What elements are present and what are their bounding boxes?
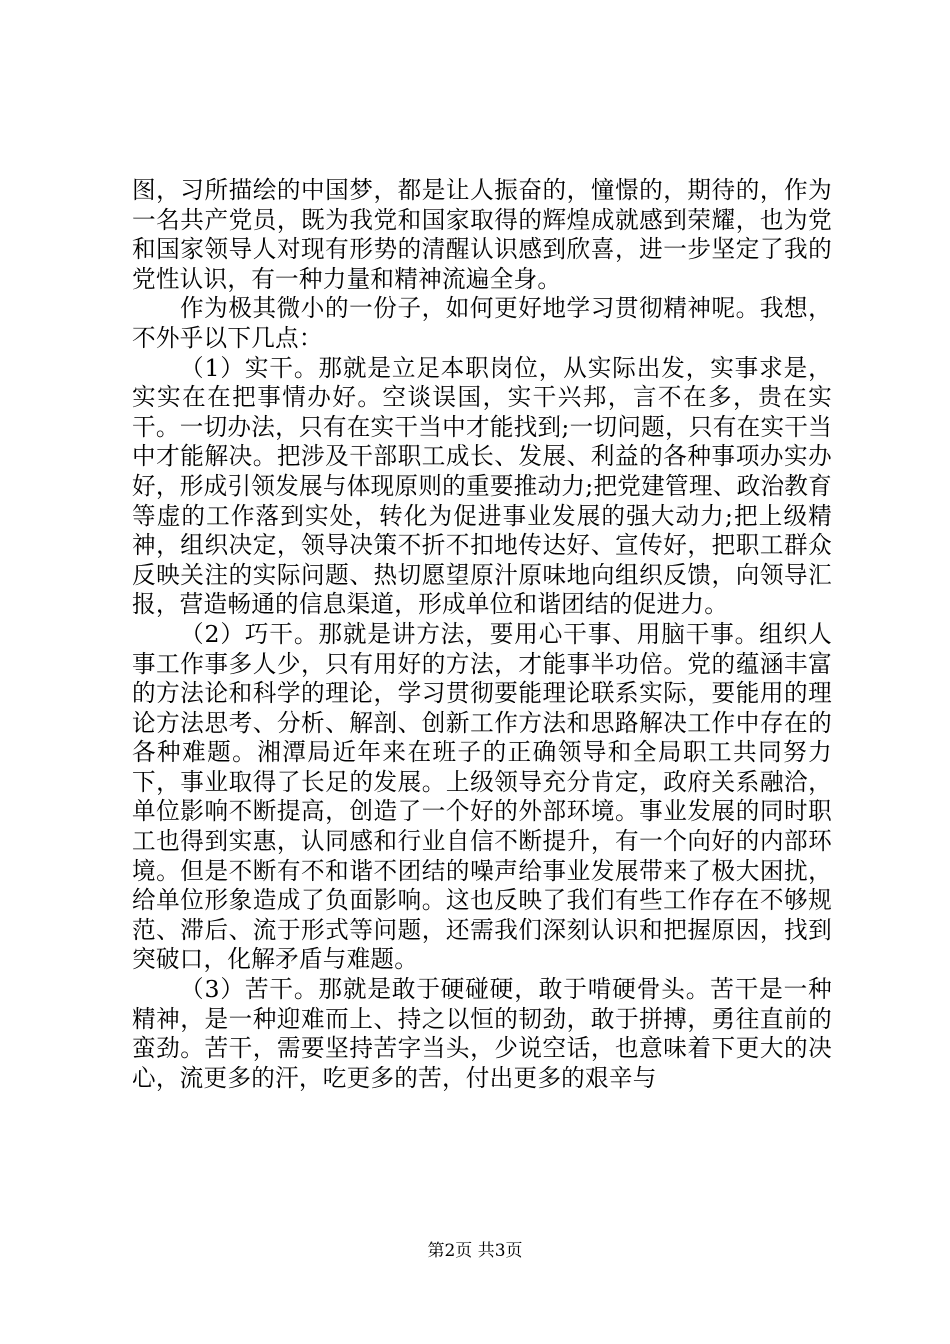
paragraph-continuation: 图，习所描绘的中国梦，都是让人振奋的，憧憬的，期待的，作为一名共产党员，既为我党和国家取得的辉煌成就感到荣耀，也为党和国家领导人对现有形势的清醒认识感到欣喜，进一步坚定了我的党性认识，有一种力量和精神流遍全身。 — [132, 176, 832, 293]
document-body — [132, 176, 832, 1093]
paragraph-point-1: （1）实干。那就是立足本职岗位，从实际出发，实事求是，实实在在把事情办好。空谈误国，实干兴邦，言不在多，贵在实干。一切办法，只有在实干当中才能找到;一切问题，只有在实干当中才能解决。把涉及干部职工成长、发展、利益的各种事项办实办好，形成引领发展与体现原则的重要推动力;把党建管理、政治教育等虚的工作落到实处，转化为促进事业发展的强大动力;把上级精神，组织决定，领导决策不折不扣地传达好、宣传好，把职工群众反映关注的实际问题、热切愿望原汁原味地向组织反馈，向领导汇报，营造畅通的信息渠道，形成单位和谐团结的促进力。 — [132, 353, 832, 619]
paragraph-point-2: （2）巧干。那就是讲方法，要用心干事、用脑干事。组织人事工作事多人少，只有用好的方法，才能事半功倍。党的蕴涵丰富的方法论和科学的理论，学习贯彻要能理论联系实际，要能用的理论方法思考、分析、解剖、创新工作方法和思路解决工作中存在的各种难题。湘潭局近年来在班子的正确领导和全局职工共同努力下，事业取得了长足的发展。上级领导充分肯定，政府关系融洽，单位影响不断提高，创造了一个好的外部环境。事业发展的同时职工也得到实惠，认同感和行业自信不断提升，有一个向好的内部环境。但是不断有不和谐不团结的噪声给事业发展带来了极大困扰，给单位形象造成了负面影响。这也反映了我们有些工作存在不够规范、滞后、流于形式等问题，还需我们深刻认识和把握原因，找到突破口，化解矛盾与难题。 — [132, 619, 832, 974]
paragraph-intro-points: 作为极其微小的一份子，如何更好地学习贯彻精神呢。我想，不外乎以下几点： — [132, 294, 832, 352]
paragraph-point-3: （3）苦干。那就是敢于硬碰硬，敢于啃硬骨头。苦干是一种精神，是一种迎难而上、持之以恒的韧劲，敢于拼搏，勇往直前的蛮劲。苦干，需要坚持苦字当头，少说空话，也意味着下更大的决心，流更多的汗，吃更多的苦，付出更多的艰辛与 — [132, 975, 832, 1092]
page-number-footer: 第2页 共3页 — [427, 1241, 523, 1261]
